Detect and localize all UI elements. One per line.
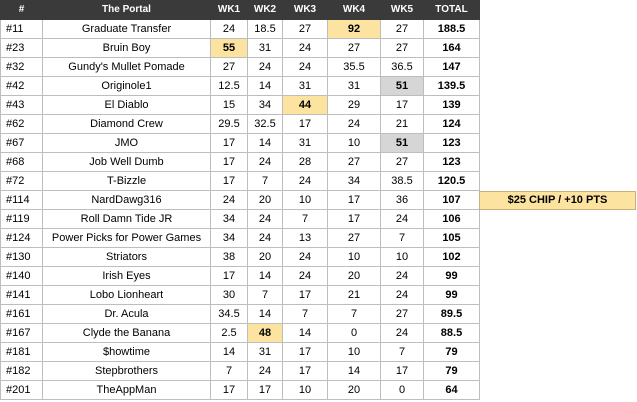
table-row [1, 191, 480, 210]
header-wk2[interactable]: WK2 [248, 1, 283, 20]
table-row [1, 305, 480, 324]
week-4-score-cell[interactable]: 27 [328, 229, 381, 248]
week-3-score-cell[interactable]: 10 [283, 191, 328, 210]
week-5-score-cell[interactable]: 38.5 [381, 172, 424, 191]
week-4-score-cell[interactable]: 14 [328, 362, 381, 381]
week-2-score-cell[interactable]: 24 [248, 58, 283, 77]
team-name-cell[interactable]: T-Bizzle [43, 172, 211, 191]
header-total[interactable]: TOTAL [424, 1, 480, 20]
total-cell[interactable]: 107 [424, 191, 480, 210]
week-3-score-cell[interactable]: 17 [283, 343, 328, 362]
week-4-score-cell[interactable]: 20 [328, 381, 381, 400]
week-2-score-cell[interactable]: 24 [248, 153, 283, 172]
team-name-cell[interactable]: Roll Damn Tide JR [43, 210, 211, 229]
table-row [1, 381, 480, 400]
week-2-score-cell[interactable]: 7 [248, 286, 283, 305]
table-row [1, 134, 480, 153]
rank-cell[interactable]: #161 [1, 305, 43, 324]
header-row [1, 1, 480, 20]
week-5-score-cell[interactable]: 17 [381, 96, 424, 115]
total-cell[interactable]: 188.5 [424, 20, 480, 39]
total-cell[interactable]: 99 [424, 286, 480, 305]
rank-cell[interactable]: #141 [1, 286, 43, 305]
week-2-score-cell[interactable]: 34 [248, 96, 283, 115]
week-5-score-cell[interactable]: 27 [381, 153, 424, 172]
week-4-score-cell[interactable]: 35.5 [328, 58, 381, 77]
rank-cell[interactable]: #32 [1, 58, 43, 77]
week-3-score-cell[interactable]: 28 [283, 153, 328, 172]
week-4-score-cell[interactable]: 31 [328, 77, 381, 96]
week-4-score-cell[interactable]: 10 [328, 134, 381, 153]
rank-cell[interactable]: #201 [1, 381, 43, 400]
week-4-score-cell[interactable]: 24 [328, 115, 381, 134]
table-row [1, 96, 480, 115]
week-4-score-cell[interactable]: 17 [328, 210, 381, 229]
team-name-cell[interactable]: Bruin Boy [43, 39, 211, 58]
team-name-cell[interactable]: Clyde the Banana [43, 324, 211, 343]
week-5-score-cell[interactable]: 17 [381, 362, 424, 381]
table-row [1, 39, 480, 58]
week-1-score-cell[interactable]: 17 [211, 153, 248, 172]
week-2-score-cell[interactable]: 24 [248, 229, 283, 248]
week-1-score-cell[interactable]: 34 [211, 210, 248, 229]
week-3-score-cell[interactable]: 17 [283, 286, 328, 305]
week-3-score-cell[interactable]: 24 [283, 39, 328, 58]
header-wk5[interactable]: WK5 [381, 1, 424, 20]
rank-cell[interactable]: #62 [1, 115, 43, 134]
week-2-score-cell[interactable]: 31 [248, 39, 283, 58]
team-name-cell[interactable]: Dr. Acula [43, 305, 211, 324]
week-4-score-cell[interactable]: 10 [328, 248, 381, 267]
table-row [1, 248, 480, 267]
rank-cell[interactable]: #124 [1, 229, 43, 248]
week-5-score-cell[interactable]: 24 [381, 267, 424, 286]
rank-cell[interactable]: #167 [1, 324, 43, 343]
week-1-score-cell[interactable]: 38 [211, 248, 248, 267]
rank-cell[interactable]: #11 [1, 20, 43, 39]
week-3-score-cell[interactable]: 14 [283, 324, 328, 343]
total-cell[interactable]: 124 [424, 115, 480, 134]
week-2-score-cell[interactable]: 14 [248, 305, 283, 324]
team-name-cell[interactable]: Gundy's Mullet Pomade [43, 58, 211, 77]
table-row [1, 267, 480, 286]
week-5-score-cell[interactable]: 24 [381, 286, 424, 305]
week-1-score-cell[interactable]: 55 [211, 39, 248, 58]
week-1-score-cell[interactable]: 34.5 [211, 305, 248, 324]
header-wk3[interactable]: WK3 [283, 1, 328, 20]
rank-cell[interactable]: #182 [1, 362, 43, 381]
week-1-score-cell[interactable]: 30 [211, 286, 248, 305]
total-cell[interactable]: 164 [424, 39, 480, 58]
week-1-score-cell[interactable]: 2.5 [211, 324, 248, 343]
rank-cell[interactable]: #114 [1, 191, 43, 210]
table-row [1, 324, 480, 343]
week-5-score-cell[interactable]: 24 [381, 324, 424, 343]
week-1-score-cell[interactable]: 12.5 [211, 77, 248, 96]
week-5-score-cell[interactable]: 21 [381, 115, 424, 134]
rank-cell[interactable]: #119 [1, 210, 43, 229]
week-2-score-cell[interactable]: 32.5 [248, 115, 283, 134]
total-cell[interactable]: 147 [424, 58, 480, 77]
week-1-score-cell[interactable]: 17 [211, 381, 248, 400]
week-5-score-cell[interactable]: 36 [381, 191, 424, 210]
team-name-cell[interactable]: $howtime [43, 343, 211, 362]
table-row [1, 343, 480, 362]
rank-cell[interactable]: #42 [1, 77, 43, 96]
rank-cell[interactable]: #140 [1, 267, 43, 286]
week-5-score-cell[interactable]: 24 [381, 210, 424, 229]
week-4-score-cell[interactable]: 27 [328, 153, 381, 172]
week-5-score-cell[interactable]: 51 [381, 77, 424, 96]
total-cell[interactable]: 123 [424, 134, 480, 153]
week-1-score-cell[interactable]: 17 [211, 267, 248, 286]
week-1-score-cell[interactable]: 17 [211, 172, 248, 191]
week-2-score-cell[interactable]: 14 [248, 134, 283, 153]
week-1-score-cell[interactable]: 24 [211, 20, 248, 39]
header-rank[interactable]: # [1, 1, 43, 20]
rank-cell[interactable]: #68 [1, 153, 43, 172]
week-2-score-cell[interactable]: 20 [248, 191, 283, 210]
week-4-score-cell[interactable]: 17 [328, 191, 381, 210]
total-cell[interactable]: 79 [424, 343, 480, 362]
week-2-score-cell[interactable]: 31 [248, 343, 283, 362]
table-row [1, 229, 480, 248]
rank-cell[interactable]: #72 [1, 172, 43, 191]
rank-cell[interactable]: #43 [1, 96, 43, 115]
week-5-score-cell[interactable]: 0 [381, 381, 424, 400]
table-row [1, 77, 480, 96]
rank-cell[interactable]: #23 [1, 39, 43, 58]
week-2-score-cell[interactable]: 14 [248, 77, 283, 96]
week-3-score-cell[interactable]: 10 [283, 381, 328, 400]
week-2-score-cell[interactable]: 7 [248, 172, 283, 191]
week-4-score-cell[interactable]: 29 [328, 96, 381, 115]
table-row [1, 172, 480, 191]
total-cell[interactable]: 89.5 [424, 305, 480, 324]
total-cell[interactable]: 64 [424, 381, 480, 400]
week-4-score-cell[interactable]: 27 [328, 39, 381, 58]
team-name-cell[interactable]: Originole1 [43, 77, 211, 96]
team-name-cell[interactable]: Stepbrothers [43, 362, 211, 381]
week-3-score-cell[interactable]: 27 [283, 20, 328, 39]
week-2-score-cell[interactable]: 48 [248, 324, 283, 343]
table-row [1, 362, 480, 381]
week-4-score-cell[interactable]: 20 [328, 267, 381, 286]
week-1-score-cell[interactable]: 29.5 [211, 115, 248, 134]
table-row [1, 58, 480, 77]
week-2-score-cell[interactable]: 24 [248, 362, 283, 381]
week-3-score-cell[interactable]: 17 [283, 115, 328, 134]
total-cell[interactable]: 139 [424, 96, 480, 115]
table-row [1, 153, 480, 172]
total-cell[interactable]: 102 [424, 248, 480, 267]
team-name-cell[interactable]: Lobo Lionheart [43, 286, 211, 305]
week-4-score-cell[interactable]: 34 [328, 172, 381, 191]
week-3-score-cell[interactable]: 7 [283, 305, 328, 324]
prize-note-cell[interactable]: $25 CHIP / +10 PTS [479, 191, 636, 210]
total-cell[interactable]: 106 [424, 210, 480, 229]
week-3-score-cell[interactable]: 31 [283, 134, 328, 153]
week-5-score-cell[interactable]: 27 [381, 305, 424, 324]
header-name[interactable]: The Portal [43, 1, 211, 20]
team-name-cell[interactable]: JMO [43, 134, 211, 153]
week-2-score-cell[interactable]: 24 [248, 210, 283, 229]
week-5-score-cell[interactable]: 27 [381, 39, 424, 58]
week-5-score-cell[interactable]: 10 [381, 248, 424, 267]
week-4-score-cell[interactable]: 21 [328, 286, 381, 305]
week-5-score-cell[interactable]: 51 [381, 134, 424, 153]
week-1-score-cell[interactable]: 17 [211, 134, 248, 153]
total-cell[interactable]: 139.5 [424, 77, 480, 96]
total-cell[interactable]: 120.5 [424, 172, 480, 191]
week-1-score-cell[interactable]: 24 [211, 191, 248, 210]
week-3-score-cell[interactable]: 24 [283, 248, 328, 267]
week-5-score-cell[interactable]: 7 [381, 229, 424, 248]
week-3-score-cell[interactable]: 24 [283, 172, 328, 191]
team-name-cell[interactable]: Striators [43, 248, 211, 267]
team-name-cell[interactable]: Job Well Dumb [43, 153, 211, 172]
week-2-score-cell[interactable]: 20 [248, 248, 283, 267]
team-name-cell[interactable]: NardDawg316 [43, 191, 211, 210]
week-1-score-cell[interactable]: 27 [211, 58, 248, 77]
total-cell[interactable]: 79 [424, 362, 480, 381]
week-1-score-cell[interactable]: 34 [211, 229, 248, 248]
week-3-score-cell[interactable]: 31 [283, 77, 328, 96]
week-1-score-cell[interactable]: 15 [211, 96, 248, 115]
week-4-score-cell[interactable]: 0 [328, 324, 381, 343]
rank-cell[interactable]: #130 [1, 248, 43, 267]
header-wk1[interactable]: WK1 [211, 1, 248, 20]
team-name-cell[interactable]: Irish Eyes [43, 267, 211, 286]
week-2-score-cell[interactable]: 17 [248, 381, 283, 400]
table-row [1, 20, 480, 39]
total-cell[interactable]: 123 [424, 153, 480, 172]
team-name-cell[interactable]: TheAppMan [43, 381, 211, 400]
week-5-score-cell[interactable]: 36.5 [381, 58, 424, 77]
total-cell[interactable]: 99 [424, 267, 480, 286]
header-wk4[interactable]: WK4 [328, 1, 381, 20]
rank-cell[interactable]: #67 [1, 134, 43, 153]
week-4-score-cell[interactable]: 10 [328, 343, 381, 362]
team-name-cell[interactable]: Power Picks for Power Games [43, 229, 211, 248]
week-3-score-cell[interactable]: 24 [283, 267, 328, 286]
table-row [1, 115, 480, 134]
week-2-score-cell[interactable]: 18.5 [248, 20, 283, 39]
table-row [1, 210, 480, 229]
team-name-cell[interactable]: Diamond Crew [43, 115, 211, 134]
week-3-score-cell[interactable]: 24 [283, 58, 328, 77]
week-1-score-cell[interactable]: 7 [211, 362, 248, 381]
week-3-score-cell[interactable]: 7 [283, 210, 328, 229]
total-cell[interactable]: 105 [424, 229, 480, 248]
week-3-score-cell[interactable]: 17 [283, 362, 328, 381]
week-5-score-cell[interactable]: 7 [381, 343, 424, 362]
week-4-score-cell[interactable]: 92 [328, 20, 381, 39]
table-row [1, 286, 480, 305]
team-name-cell[interactable]: El Diablo [43, 96, 211, 115]
week-4-score-cell[interactable]: 7 [328, 305, 381, 324]
total-cell[interactable]: 88.5 [424, 324, 480, 343]
week-5-score-cell[interactable]: 27 [381, 20, 424, 39]
week-1-score-cell[interactable]: 14 [211, 343, 248, 362]
week-3-score-cell[interactable]: 13 [283, 229, 328, 248]
week-3-score-cell[interactable]: 44 [283, 96, 328, 115]
team-name-cell[interactable]: Graduate Transfer [43, 20, 211, 39]
week-2-score-cell[interactable]: 14 [248, 267, 283, 286]
rank-cell[interactable]: #181 [1, 343, 43, 362]
